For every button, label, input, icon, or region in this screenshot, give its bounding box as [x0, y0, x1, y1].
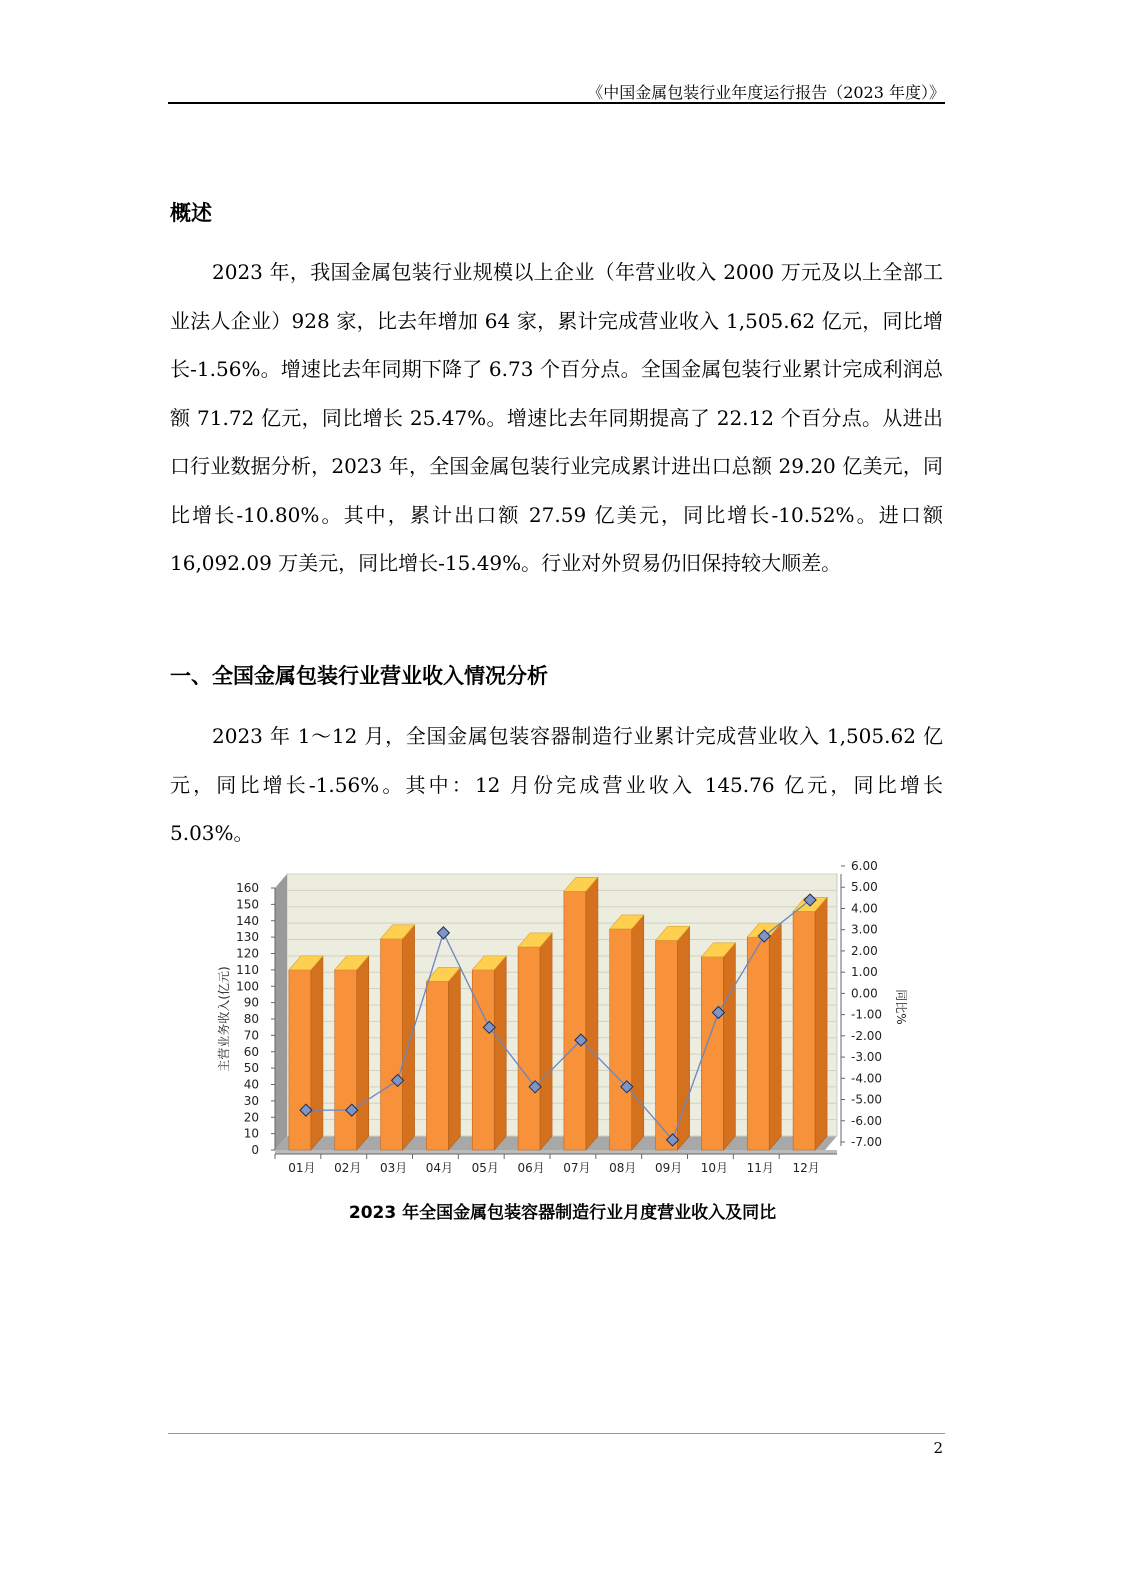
left-axis-tick-label: 20: [243, 1110, 259, 1125]
page-number: 2: [933, 1439, 943, 1457]
right-axis-tick-label: 2.00: [851, 943, 878, 958]
bar-front: [701, 957, 723, 1150]
right-axis-tick-label: 5.00: [851, 880, 878, 895]
chart-base: [275, 1150, 837, 1154]
bar-06月: [518, 933, 552, 1150]
bar-side: [815, 897, 827, 1150]
x-axis-tick-label: 09月: [654, 1161, 683, 1175]
bar-front: [381, 939, 403, 1150]
left-axis-tick-label: 50: [243, 1061, 259, 1076]
right-axis-tick-label: -7.00: [851, 1135, 883, 1149]
right-axis-tick-label: 0.00: [851, 986, 878, 1001]
left-axis-tick-label: 60: [243, 1044, 259, 1059]
left-axis-tick-label: 40: [243, 1077, 259, 1092]
bar-03月: [381, 925, 415, 1150]
left-axis-tick-label: 160: [236, 881, 259, 895]
section-1-paragraph: [170, 712, 943, 858]
left-axis-tick-label: 120: [236, 946, 259, 961]
left-axis-tick-label: 110: [236, 962, 259, 977]
bar-08月: [610, 915, 644, 1150]
bar-side: [586, 877, 598, 1150]
right-axis-tick-label: -6.00: [851, 1113, 883, 1128]
x-axis-tick-label: 01月: [288, 1161, 316, 1175]
right-axis-tick-label: 6.00: [851, 860, 878, 873]
right-axis-tick-label: -2.00: [851, 1028, 883, 1043]
bar-side: [448, 967, 460, 1150]
bar-side: [632, 915, 644, 1150]
x-axis-tick-label: 10月: [700, 1161, 729, 1175]
x-axis-tick-label: 04月: [425, 1161, 454, 1175]
bar-09月: [656, 926, 690, 1150]
x-axis-tick-label: 02月: [334, 1161, 362, 1175]
left-axis-tick-label: 30: [243, 1093, 259, 1108]
bar-07月: [564, 877, 598, 1150]
left-axis-title: 主营业务收入(亿元): [217, 966, 231, 1072]
header-divider: [168, 102, 945, 104]
bar-front: [426, 981, 448, 1150]
x-axis-tick-label: 06月: [517, 1161, 545, 1175]
left-axis-tick-label: 100: [236, 979, 259, 994]
section-1-text: 2023 年 1～12 月，全国金属包装容器制造行业累计完成营业收入 1,505.62 亿元，同比增长-1.56%。其中：12 月份完成营业收入 145.76 亿元，同比增长 5.03%。: [170, 724, 943, 845]
x-axis-tick-label: 08月: [609, 1161, 637, 1175]
chart-side-wall: [275, 874, 287, 1150]
bar-side: [769, 923, 781, 1150]
left-axis-tick-label: 130: [236, 930, 259, 945]
bar-front: [289, 970, 311, 1150]
overview-text: 2023 年，我国金属包装行业规模以上企业（年营业收入 2000 万元及以上全部工业法人企业）928 家，比去年增加 64 家，累计完成营业收入 1,505.62 亿元，同比增长-1.56%。增速比去年同期下降了 6.73 个百分点。全国金属包装行业累计完成利润总额 71.72 亿元，同比增长 25.47%。增速比去年同期提高了 22.12 个百分点。从进出口行业数据分析，2023 年，全国金属包装行业完成累计进出口总额 29.20 亿美元，同比增长-10.80%。其中，累计出口额 27.59 亿美元，同比增长-10.52%。进口额 16,092.09 万美元，同比增长-15.49%。行业对外贸易仍旧保持较大顺差。: [170, 260, 943, 575]
right-axis-tick-label: -3.00: [851, 1050, 883, 1065]
revenue-chart-svg: [200, 860, 920, 1195]
section-1-heading: 一、全国金属包装行业营业收入情况分析: [170, 664, 548, 688]
bar-side: [678, 926, 690, 1150]
right-axis-tick-label: 4.00: [851, 901, 878, 916]
right-axis-tick-label: -5.00: [851, 1092, 883, 1107]
left-axis-tick-label: 70: [243, 1028, 259, 1043]
bar-front: [564, 891, 586, 1150]
right-axis-tick-label: -1.00: [851, 1007, 883, 1022]
bar-side: [357, 956, 369, 1150]
x-axis-tick-label: 03月: [379, 1161, 408, 1175]
bar-side: [494, 956, 506, 1150]
bar-front: [472, 970, 494, 1150]
left-axis-tick-label: 90: [243, 995, 259, 1010]
right-axis-tick-label: 3.00: [851, 922, 878, 937]
running-header: 《中国金属包装行业年度运行报告（2023 年度）》: [587, 83, 945, 102]
bar-front: [747, 937, 769, 1150]
bar-side: [403, 925, 415, 1150]
left-axis-tick-label: 80: [243, 1012, 259, 1026]
left-axis-tick-label: 140: [236, 913, 259, 928]
bar-02月: [335, 956, 369, 1150]
left-axis-tick-label: 0: [251, 1143, 259, 1157]
x-axis-tick-label: 12月: [792, 1161, 820, 1175]
revenue-chart: [200, 860, 920, 1195]
footer-divider: [168, 1433, 945, 1434]
left-axis-tick-label: 150: [236, 897, 259, 912]
bar-01月: [289, 956, 323, 1150]
bar-side: [311, 956, 323, 1150]
overview-paragraph: [170, 248, 943, 588]
left-axis-tick-label: 10: [243, 1126, 259, 1141]
x-axis-tick-label: 05月: [471, 1161, 499, 1175]
overview-heading: 概述: [170, 201, 212, 225]
bar-side: [540, 933, 552, 1150]
chart-caption: 2023 年全国金属包装容器制造行业月度营业收入及同比: [348, 1203, 777, 1223]
right-axis-title: 同比%: [894, 989, 908, 1025]
bar-front: [793, 911, 815, 1150]
bar-05月: [472, 956, 506, 1150]
bar-front: [610, 929, 632, 1150]
bar-front: [518, 947, 540, 1150]
bar-04月: [426, 967, 460, 1150]
x-axis-tick-label: 07月: [563, 1161, 591, 1175]
right-axis-tick-label: -4.00: [851, 1071, 883, 1086]
bar-front: [656, 940, 678, 1150]
bar-side: [723, 943, 735, 1150]
right-axis-tick-label: 1.00: [851, 965, 878, 980]
bar-front: [335, 970, 357, 1150]
bar-12月: [793, 897, 827, 1150]
x-axis-tick-label: 11月: [746, 1161, 774, 1175]
